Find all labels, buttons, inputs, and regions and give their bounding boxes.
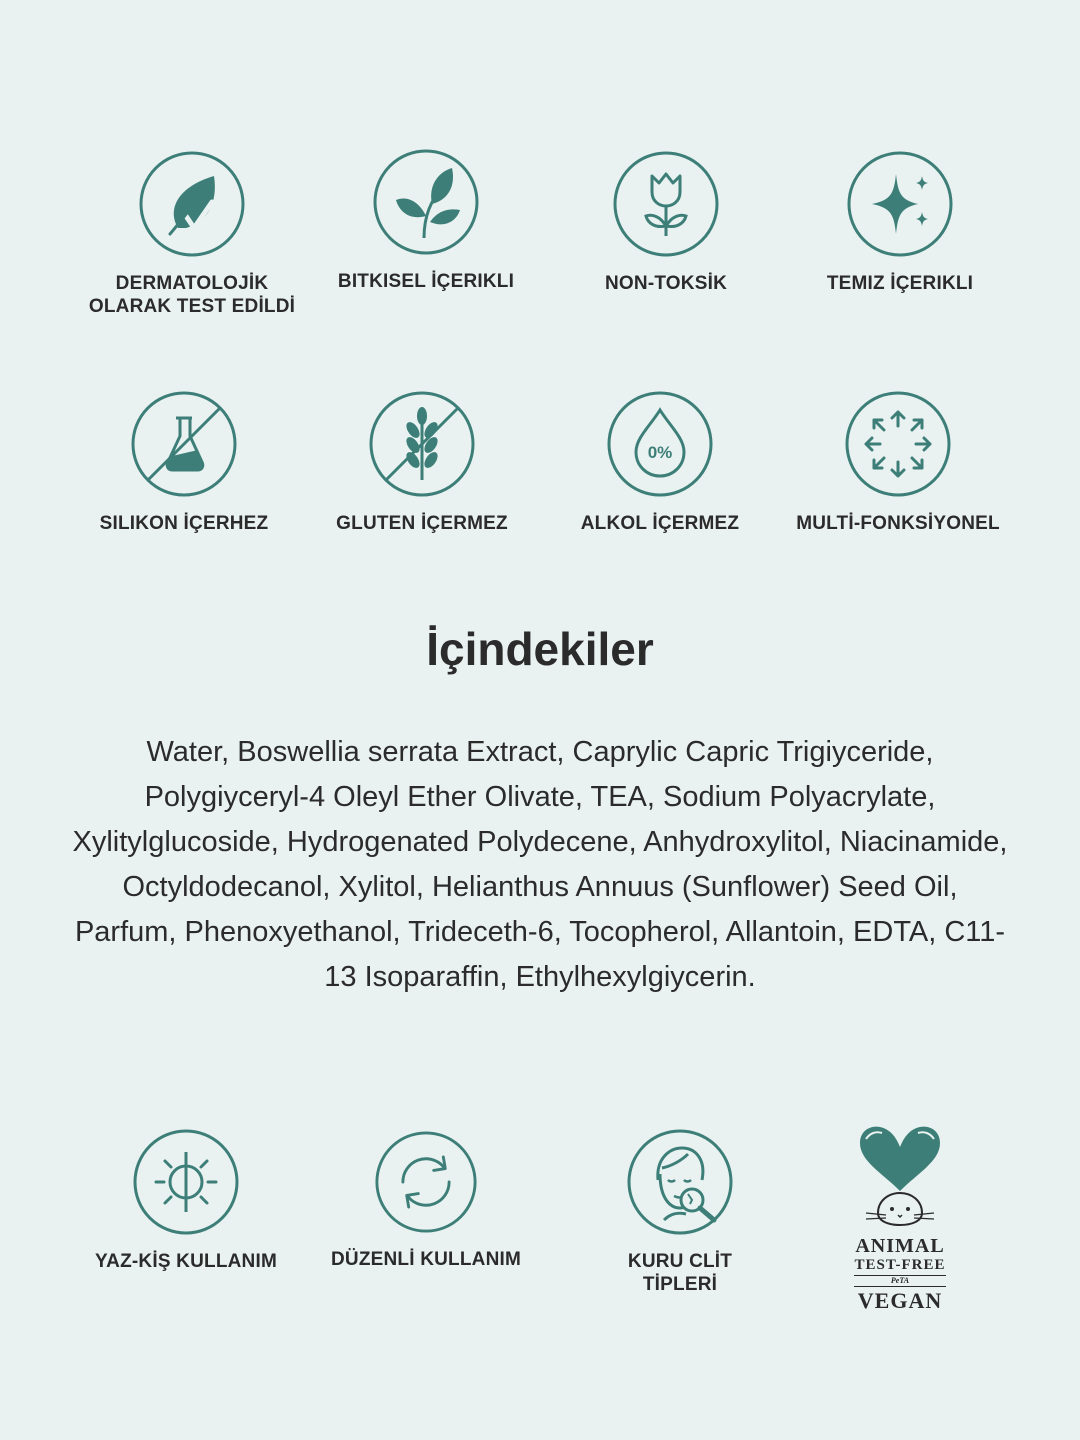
tulip-icon [612, 150, 720, 258]
feature-herbal [306, 148, 546, 293]
feature-label: DERMATOLOJİK OLARAK TEST EDİLDİ [88, 273, 296, 317]
summer-winter-sun-icon [132, 1128, 240, 1236]
vegan-badge-line2: TEST-FREE [854, 1257, 946, 1273]
feature-label: GLUTEN İÇERMEZ [336, 513, 508, 534]
gluten-free-wheat-icon [368, 390, 476, 498]
vegan-badge-peta: PeTA [854, 1275, 946, 1287]
ingredients-text: Water, Boswellia serrata Extract, Caprylic Capric Trigiyceride, Polygiyceryl-4 Oleyl Ether Olivate, TEA, Sodium Polyacrylate, Xylitylglucoside, Hydrogenated Polydecene, Anhydroxylitol, Niacinamide, Octyldodecanol, Xylitol, Helianthus Annuus (Sunflower) Seed Oil, Parfum, Phenoxyethanol, Trideceth-6, Tocopherol, Allantoin, EDTA, C11-13 Isoparaffin, Ethylhexylgiycerin. [72, 736, 1008, 993]
vegan-heart-bunny-icon [852, 1125, 948, 1229]
feature-silicone-free [64, 390, 304, 535]
feature-clean [780, 150, 1020, 295]
feature-dermatologically-tested [72, 150, 312, 318]
feature-label: YAZ-KİŞ KULLANIM [95, 1251, 277, 1272]
vegan-badge-line1: ANIMAL [855, 1235, 945, 1257]
alcohol-free-drop-icon [606, 390, 714, 498]
svg-text:0%: 0% [647, 443, 673, 462]
feature-dry-skin [560, 1128, 800, 1296]
feature-label: TEMIZ İÇERIKLI [826, 273, 974, 294]
feature-non-toxic [546, 150, 786, 295]
feature-label: KURU CLİT TİPLERİ [627, 1251, 733, 1295]
feature-label: ALKOL İÇERMEZ [580, 513, 740, 534]
sparkle-icon [846, 150, 954, 258]
regular-use-cycle-icon [374, 1130, 478, 1234]
herbal-leaves-icon [372, 148, 480, 256]
dry-skin-face-icon [626, 1128, 734, 1236]
feature-label: MULTİ-FONKSİYONEL [796, 513, 1000, 534]
vegan-badge [820, 1125, 980, 1312]
feature-label: SILIKON İÇERHEZ [99, 513, 269, 534]
feature-summer-winter [66, 1128, 306, 1273]
feature-alcohol-free [540, 390, 780, 535]
multifunctional-arrows-icon [844, 390, 952, 498]
ingredients-title: İçindekiler [426, 623, 654, 675]
vegan-badge-line4: VEGAN [857, 1288, 943, 1313]
dermatologically-tested-leaf-icon [138, 150, 246, 258]
feature-label: BITKISEL İÇERIKLI [337, 271, 515, 292]
feature-label: DÜZENLİ KULLANIM [330, 1249, 521, 1270]
feature-regular-use [306, 1130, 546, 1271]
feature-gluten-free [302, 390, 542, 535]
feature-label: NON-TOKSİK [605, 273, 727, 294]
feature-multifunctional [778, 390, 1018, 535]
silicone-free-flask-icon [130, 390, 238, 498]
